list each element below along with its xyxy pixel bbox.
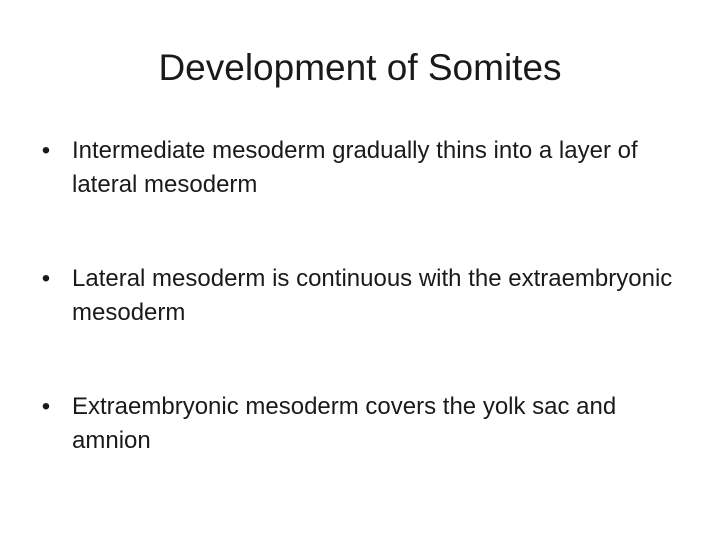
bullet-marker: • [41,137,51,164]
bullet-text: Lateral mesoderm is continuous with the extraembryonic mesoderm [72,265,673,326]
bullet-marker: • [41,393,51,420]
bullet-item [36,262,696,330]
bullet-text: Extraembryonic mesoderm covers the yolk sac and amnion [72,393,617,454]
bullet-item [36,390,696,458]
bullet-item [36,134,696,202]
bullet-text: Intermediate mesoderm gradually thins into a layer of lateral mesoderm [72,137,638,198]
bullet-list [36,134,696,518]
bullet-marker: • [41,265,51,292]
slide-title: Development of Somites [158,47,562,88]
